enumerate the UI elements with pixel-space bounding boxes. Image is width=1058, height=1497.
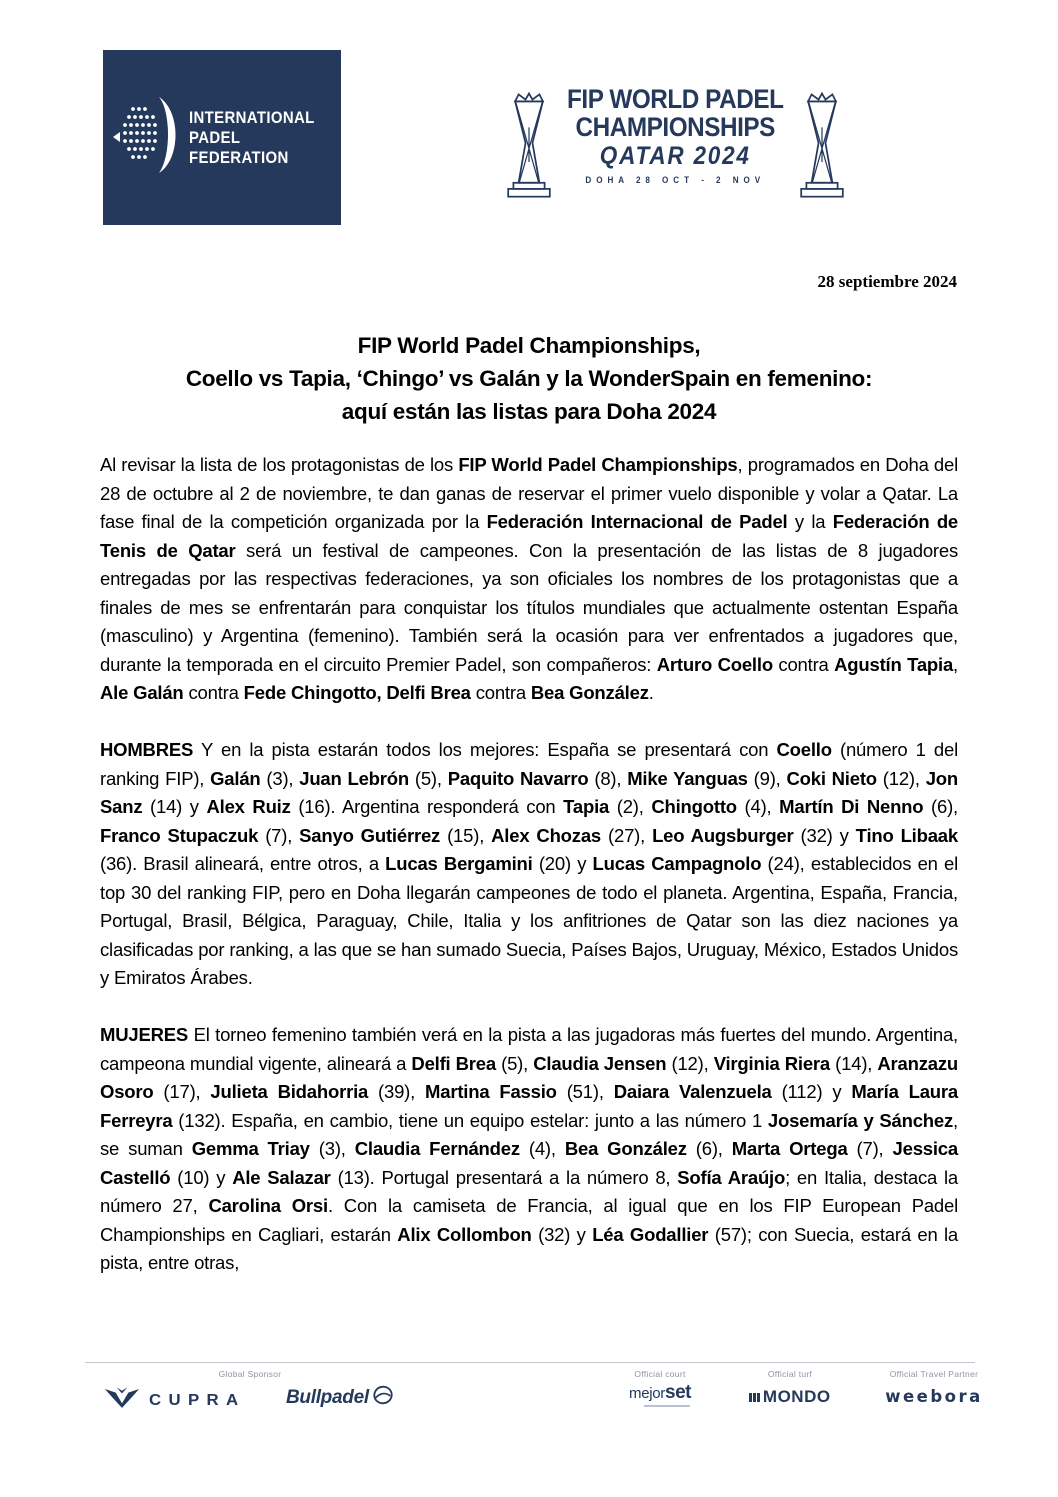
weebora-wordmark: weebora (885, 1387, 983, 1406)
mejorset-word-mejor: mejor (629, 1385, 666, 1402)
ipf-dotted-ball-icon (113, 95, 179, 180)
title-line3: aquí están las listas para Doha 2024 (341, 399, 717, 424)
mondo-wordmark: MONDO (762, 1387, 831, 1406)
mondo-bars-icon (749, 1393, 760, 1402)
fip-logo-line2: CHAMPIONSHIPS (575, 112, 775, 142)
ipf-logo-text (189, 108, 315, 168)
fip-championships-logo (503, 85, 815, 213)
title-line1: FIP World Padel Championships, (357, 333, 701, 358)
ipf-logo-line1: INTERNATIONAL (188, 107, 315, 127)
mejorset-wordmark (629, 1382, 691, 1404)
ipf-logo-line2: PADEL (188, 127, 240, 147)
title-line2: Coello vs Tapia, ‘Chingo’ vs Galán y la WonderSpain en femenino: (185, 366, 873, 391)
trophy-left-icon (503, 85, 555, 213)
cupra-logo (104, 1386, 246, 1415)
official-travel-partner-label: Official Travel Partner (889, 1369, 979, 1379)
trophy-right-icon (796, 85, 848, 213)
fip-logo-line4: DOHA 28 OCT - 2 NOV (585, 175, 766, 185)
fip-logo-line1: FIP WORLD PADEL (567, 84, 784, 114)
bullpadel-logo (286, 1384, 394, 1411)
mejorset-word-set: set (665, 1382, 691, 1403)
mondo-logo (725, 1387, 855, 1407)
cupra-icon (104, 1386, 140, 1415)
ipf-logo-line3: FEDERATION (188, 147, 289, 167)
document-body (100, 451, 958, 1306)
weebora-logo (860, 1387, 1008, 1406)
global-sponsor-label: Global Sponsor (218, 1369, 282, 1379)
document-date: 28 septiembre 2024 (817, 272, 957, 291)
bullpadel-wordmark: Bullpadel (286, 1386, 369, 1408)
official-court-label: Official court (634, 1369, 686, 1379)
ipf-logo (103, 50, 341, 225)
fip-logo-line3: QATAR 2024 (599, 142, 751, 170)
footer-divider (85, 1362, 975, 1363)
bullpadel-ball-icon (372, 1384, 394, 1411)
fip-logo-text (567, 85, 783, 213)
page-title (40, 329, 1018, 428)
official-turf-label: Official turf (767, 1369, 813, 1379)
mejorset-logo (595, 1382, 725, 1407)
mejorset-tagline-bar (644, 1405, 690, 1407)
paragraph-intro: Al revisar la lista de los protagonistas de los FIP World Padel Championships, programados en Doha del 28 de octubre al 2 de noviembre, te dan ganas de reservar el primer vuelo disponible y volar a Qatar. La fase final de la competición organizada por la Federación Internacional de Padel y la Federación de Tenis de Qatar será un festival de campeones. Con la presentación de las listas de 8 jugadores entregadas por las respectivas federaciones, ya son oficiales los nombres de los protagonistas que a finales de mes se enfrentarán para conquistar los títulos mundiales que actualmente ostentan España (masculino) y Argentina (femenino). También será la ocasión para ver enfrentados a jugadores que, durante la temporada en el circuito Premier Padel, son compañeros: Arturo Coello contra Agustín Tapia, Ale Galán contra Fede Chingotto, Delfi Brea contra Bea González. (100, 454, 959, 703)
paragraph-mujeres: MUJERES El torneo femenino también verá en la pista a las jugadoras más fuertes del mundo. Argentina, campeona mundial vigente, alineará a Delfi Brea (5), Claudia Jensen (12), Virginia Riera (14), Aranzazu Osoro (17), Julieta Bidahorria (39), Martina Fassio (51), Daiara Valenzuela (112) y María Laura Ferreyra (132). España, en cambio, tiene un equipo estelar: junto a las número 1 Josemaría y Sánchez, se suman Gemma Triay (3), Claudia Fernández (4), Bea González (6), Marta Ortega (7), Jessica Castelló (10) y Ale Salazar (13). Portugal presentará a la número 8, Sofía Araújo; en Italia, destaca la número 27, Carolina Orsi. Con la camiseta de Francia, al igual que en los FIP European Padel Championships en Cagliari, estarán Alix Collombon (32) y Léa Godallier (57); con Suecia, estará en la pista, entre otras, (100, 1024, 959, 1273)
paragraph-hombres: HOMBRES Y en la pista estarán todos los mejores: España se presentará con Coello (número 1 del ranking FIP), Galán (3), Juan Lebrón (5), Paquito Navarro (8), Mike Yanguas (9), Coki Nieto (12), Jon Sanz (14) y Alex Ruiz (16). Argentina responderá con Tapia (2), Chingotto (4), Martín Di Nenno (6), Franco Stupaczuk (7), Sanyo Gutiérrez (15), Alex Chozas (27), Leo Augsburger (32) y Tino Libaak (36). Brasil alineará, entre otros, a Lucas Bergamini (20) y Lucas Campagnolo (24), establecidos en el top 30 del ranking FIP, pero en Doha llegarán campeones de todo el planeta. Argentina, España, Francia, Portugal, Brasil, Bélgica, Paraguay, Chile, Italia y los anfitriones de Qatar son las diez naciones ya clasificadas por ranking, a las que se han sumado Suecia, Países Bajos, Uruguay, México, Estados Unidos y Emiratos Árabes. (100, 739, 959, 988)
cupra-wordmark: CUPRA (149, 1391, 246, 1409)
